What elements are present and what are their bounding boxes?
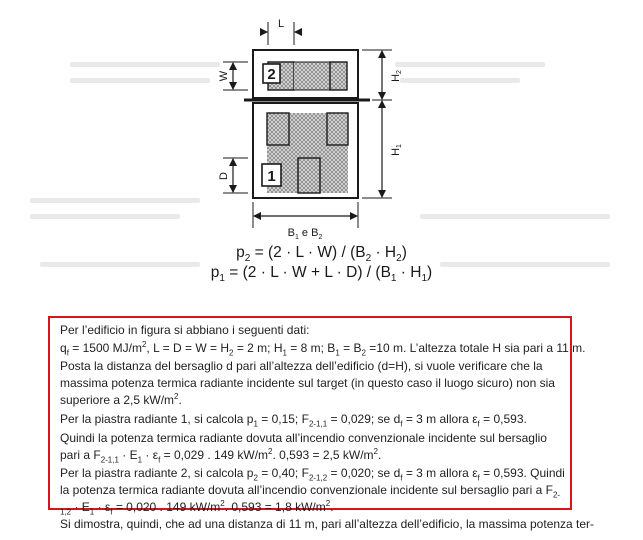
text-run: = 3 m allora ε [405,412,478,426]
text-run: . 0,593 = 2,5 kW/m [272,448,374,462]
dim-D-label: D [217,172,230,180]
text-run: = 0,40; F [261,466,309,480]
formula-p1-sub: 1 [421,273,428,285]
text-run: Per la piastra radiante 1, si calcola p [60,412,254,426]
dim-H2-label [390,70,403,82]
plate-2-label: 2 [267,66,276,83]
box-plate-1 [60,411,570,428]
text-run: · ε [142,448,159,462]
dim-B-label [288,227,323,241]
text-sup: 2 [174,392,179,401]
text-sub: 1 [137,455,143,465]
upper-plate-band [294,62,330,90]
text-run: . [330,500,334,514]
formula-p2-sub: 2 [396,253,402,265]
text-sub: f [158,455,161,465]
dim-H2-letter: H [389,73,402,82]
text-run: · E [118,448,138,462]
box-target-check [60,358,570,409]
text-sub: 2-1,1 [100,455,119,465]
text-sup: 2 [141,340,147,349]
formula-p2-part: ) [401,244,407,261]
dim-W-label: W [217,70,230,82]
dim-H1-label [390,144,403,156]
text-run: . [178,393,182,407]
lower-plate-opening [267,113,289,145]
text-run: = 0,593. Quindi la potenza termica radiante dovuta all’incendio convenzionale incidente sul bersaglio pari a F [60,466,565,497]
text-sub: 1 [282,348,287,358]
text-run: = B [343,341,362,355]
text-run: = 8 m; B [290,341,336,355]
text-run: Quindi la potenza termica radiante dovuta all’incendio convenzionale incidente sul bersaglio pari a F [60,431,547,462]
formula-p2-sub: 2 [244,253,251,265]
box-plate-1-result [60,430,570,464]
formula-p2-part: p [236,244,245,261]
formula-p2 [0,244,643,264]
dim-L-label: L [277,18,285,30]
text-run: Posta la distanza del bersaglio d pari all’altezza dell’edificio (d=H), si vuole verificare che la massima potenza termica radiante incidente sul target (in questo caso il luogo sicuro) non sia superiore a 2,5 kW/m [60,359,555,407]
text-run: · ε [94,500,111,514]
formula-p1-sub: 1 [219,273,225,285]
text-sub: 2 [253,473,258,483]
text-sup: 2 [325,499,331,508]
text-run: = 0,15; F [261,412,309,426]
text-run: = 3 m allora ε [405,466,478,480]
dim-B-conjunction: e B [298,227,319,239]
text-sub: 2 [361,348,366,358]
text-run: . 0,593 = 1,8 kW/m [224,500,326,514]
formula-p1-sub: 1 [390,273,397,285]
text-run: = 0,020 . 149 kW/m [115,500,221,514]
dim-H1-letter: H [389,147,402,156]
formula-p2-part: = (2 · L · W) / (B [250,244,366,261]
dim-B1-letter: B [287,227,295,239]
text-sub: 1 [253,419,258,429]
text-run: = 1500 MJ/m [72,341,142,355]
text-sub: f [477,419,480,429]
text-sup: 2 [268,447,273,456]
text-run: =10 m. L’altezza totale H sia pari a 11 m. [369,341,586,355]
text-run: Per la piastra radiante 2, si calcola p [60,466,254,480]
text-run: = 0,029 . 149 kW/m [163,448,269,462]
text-sub: f [66,348,69,358]
box-plate-2 [60,465,570,516]
formula-p1-part: p [210,264,220,281]
text-run: = 0,020; se d [330,466,401,480]
text-sub: f [400,473,403,483]
dim-H1-subscript: 1 [395,144,403,148]
text-run: = 2 m; H [236,341,283,355]
formula-p1-part: = (2 · L · W + L · D) / (B [224,264,391,281]
plate-1-label: 1 [267,168,276,185]
text-run: q [60,341,67,355]
text-sub: 2-1,1 [308,419,328,429]
box-data-values [60,340,586,358]
text-sup: 2 [373,447,378,456]
formula-p2-part: · H [371,244,397,261]
continuation-line: Si dimostra, quindi, che ad una distanza di 11 m, pari all’altezza dell’edificio, la massima potenza ter- [60,517,595,531]
text-sub: f [400,419,403,429]
text-sub: 1 [89,507,95,517]
text-sub: 2-1,2 [60,490,561,517]
text-sup: 2 [220,499,225,508]
box-intro: Per l’edificio in figura si abbiano i seguenti dati: [60,323,310,337]
text-run: = 0,029; se d [330,412,401,426]
formula-p2-sub: 2 [365,253,372,265]
text-run: · E [71,500,90,514]
formula-p1 [0,264,643,284]
text-sub: 2-1,2 [308,473,328,483]
dim-B1-subscript: 1 [294,234,299,241]
text-run: = 0,593. [483,412,527,426]
text-sub: f [477,473,480,483]
text-sub: 2 [229,348,234,358]
text-run: , L = D = W = H [146,341,230,355]
lower-plate-opening [327,113,348,145]
text-run: . [377,448,382,462]
formula-p1-part: · H [396,264,422,281]
text-sub: 1 [335,348,340,358]
dim-H2-subscript: 2 [395,70,403,74]
text-sub: f [110,507,113,517]
upper-plate-opening [330,62,347,90]
dim-B2-subscript: 2 [318,234,323,241]
formula-p1-part: ) [427,264,433,281]
lower-plate-door [298,158,320,193]
